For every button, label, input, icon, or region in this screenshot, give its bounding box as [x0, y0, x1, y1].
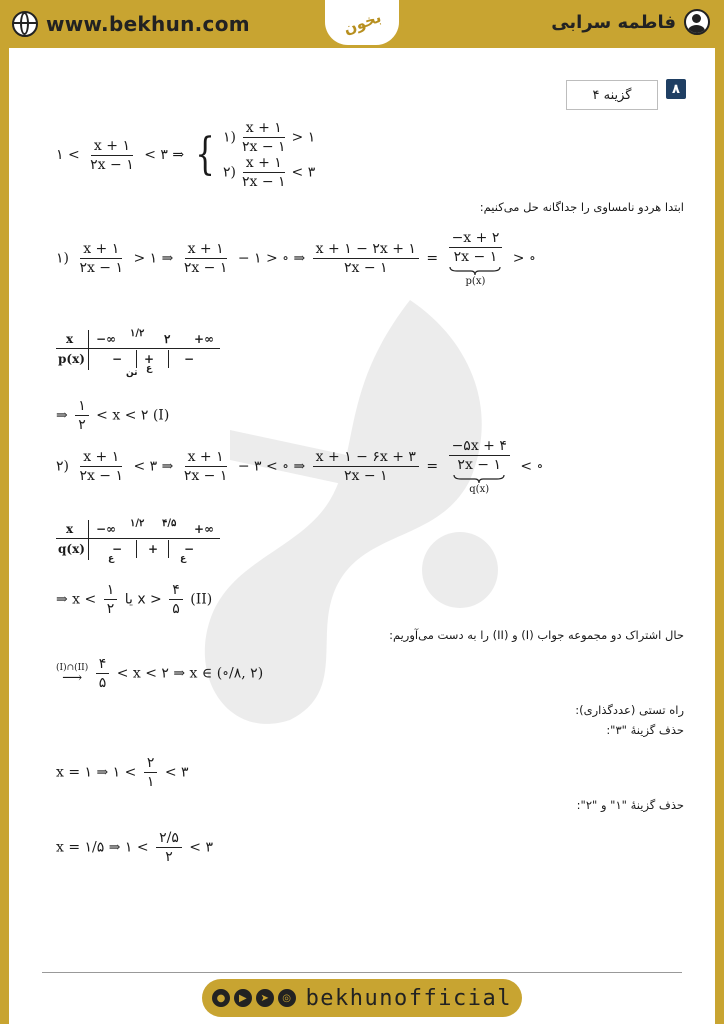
- instagram-icon[interactable]: ◎: [278, 989, 296, 1007]
- inequality-system: [223, 120, 315, 190]
- underbrace-q: $\frac{-۵x + ۴}{۲x - ۱}$ q(x): [446, 438, 513, 495]
- test-line-1: x = ۱ ⇒ ۱ < $\frac{۲}{۱}$ < ۳: [56, 755, 189, 791]
- answer-option-box: گزینه ۴: [566, 80, 658, 110]
- globe-icon: [12, 11, 38, 37]
- site-url[interactable]: www.bekhun.com: [46, 12, 250, 36]
- remove-option-3: حذف گزینهٔ "۳":: [606, 723, 684, 737]
- author-block: [551, 9, 710, 35]
- long-arrow-icon: ⟶: [62, 670, 83, 686]
- equation-part-2: ۲) $\frac{x + ۱}{۲x - ۱}$ < ۳ ⇒ $\frac{x + ۱}{۲x - ۱}$ − ۳ < ∘ ⇒ $\frac{x + ۱ - ۶x + ۳}{۲x - ۱}$ = $\frac{-۵x + ۴}{۲x - ۱}$ q(x) < ∘: [56, 438, 544, 496]
- underbrace-p: $\frac{-x + ۲}{۲x - ۱}$ p(x): [446, 230, 506, 287]
- test-method-title: راه تستی (عددگذاری):: [575, 703, 684, 717]
- test-line-2: x = ۱/۵ ⇒ ۱ < $\frac{۲/۵}{۲}$ < ۳: [56, 830, 213, 866]
- equation-initial: [56, 120, 315, 190]
- site-link[interactable]: [12, 9, 250, 39]
- footer-bar: [202, 979, 522, 1017]
- footer-divider: [42, 972, 682, 973]
- equation-part-1: ۱) $\frac{x + ۱}{۲x - ۱}$ > ۱ ⇒ $\frac{x + ۱}{۲x - ۱}$ − ۱ > ∘ ⇒ $\frac{x + ۱ - ۲x + ۱}{۲x - ۱}$ = $\frac{-x + ۲}{۲x - ۱}$ p(x) > ∘: [56, 230, 536, 288]
- aparat-icon[interactable]: ●: [212, 989, 230, 1007]
- telegram-icon[interactable]: ➤: [256, 989, 274, 1007]
- system-row-2: ۲) $\frac{x + ۱}{۲x - ۱}$ < ۳: [222, 155, 316, 191]
- intersection-arrow: (I)∩(II) ⟶: [56, 663, 89, 686]
- youtube-icon[interactable]: ▶: [234, 989, 252, 1007]
- sign-table-p: x −∞ ۱/۲ ۲ +∞ p(x) − + − تن ع: [56, 330, 226, 380]
- result-I: ⇒ $\frac{۱}{۲}$ < x < ۲ (I): [56, 398, 170, 434]
- expr-text: < ۳ ⇒: [144, 147, 185, 164]
- logo-text: بخون: [340, 7, 384, 38]
- author-name: فاطمه سرابی: [551, 11, 676, 33]
- underbrace-icon: [449, 266, 501, 276]
- remove-option-1-2: حذف گزینهٔ "۱" و "۲":: [576, 798, 684, 812]
- social-handle[interactable]: bekhunofficial: [305, 985, 512, 1011]
- logo: [322, 0, 402, 48]
- intersect-text: حال اشتراک دو مجموعه جواب (I) و (II) را به دست می‌آوریم:: [389, 628, 684, 642]
- intro-text: ابتدا هردو نامساوی را جداگانه حل می‌کنیم:: [479, 200, 684, 214]
- underbrace-icon: [453, 474, 505, 484]
- question-number: ۸: [666, 79, 686, 99]
- final-answer: (I)∩(II) ⟶ $\frac{۴}{۵}$ < x < ۲ ⇒ x ∈ (∘/۸, ۲): [56, 656, 264, 692]
- user-icon: [684, 9, 710, 35]
- fraction: $\frac{x + ۱}{۲x - ۱}$: [90, 137, 134, 173]
- sign-table-q: x −∞ ۱/۲ ۴/۵ +∞ q(x) − + − ع ع: [56, 520, 226, 570]
- system-row-1: ۱) $\frac{x + ۱}{۲x - ۱}$ > ۱: [222, 120, 316, 156]
- system-brace: {: [194, 129, 215, 181]
- result-II: ⇒ x < $\frac{۱}{۲}$ یا x > $\frac{۴}{۵}$ (II): [56, 582, 213, 618]
- expr-text: ۱ <: [56, 147, 80, 164]
